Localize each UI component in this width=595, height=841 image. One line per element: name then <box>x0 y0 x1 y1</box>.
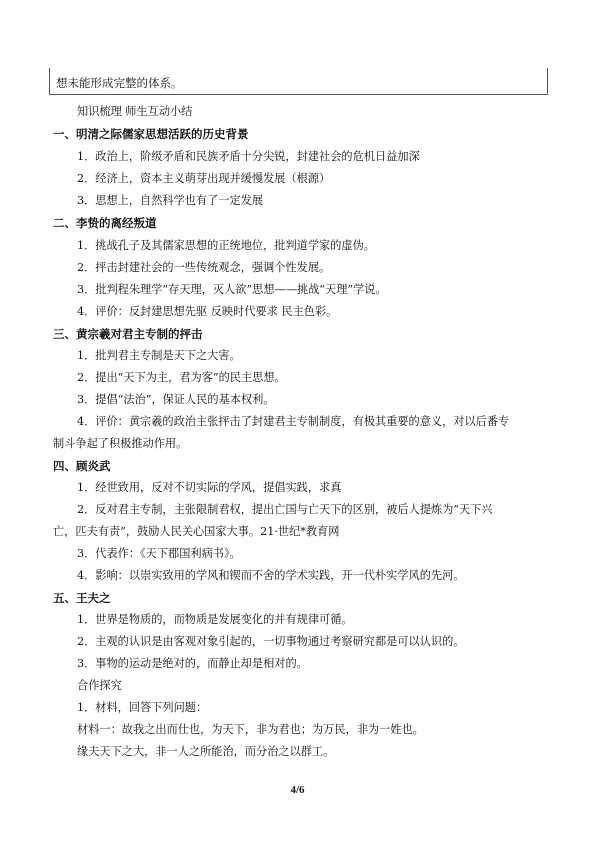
list-item: 2．主观的认识是由客观对象引起的，一切事物通过考察研究都是可以认识的。 <box>77 635 465 648</box>
list-item-continuation: 亡，匹夫有责”，鼓励人民关心国家大事。21·世纪*教育网 <box>53 525 340 538</box>
list-item: 2．经济上，资本主义萌芽出现并缓慢发展（根源） <box>77 172 331 185</box>
list-item: 1．经世致用，反对不切实际的学风，提倡实践，求真 <box>77 481 342 494</box>
list-item: 3．提倡“法治”，保证人民的基本权利。 <box>77 393 275 406</box>
material-line: 材料一：故我之出而仕也，为天下，非为君也；为万民，非为一姓也。 <box>77 723 424 736</box>
heading-s5: 五、王夫之 <box>53 591 111 605</box>
list-item: 1．挑战孔子及其儒家思想的正统地位，批判道学家的虚伪。 <box>77 239 375 252</box>
heading-s4: 四、顾炎武 <box>53 459 111 473</box>
box-text: 想未能形成完整的体系。 <box>56 76 183 90</box>
list-item: 2．抨击封建社会的一些传统观念，强调个性发展。 <box>77 261 331 274</box>
bordered-text-box <box>49 68 548 95</box>
list-item: 3．事物的运动是绝对的，而静止却是相对的。 <box>77 657 308 670</box>
list-item-continuation: 制斗争起了积极推动作用。 <box>53 437 188 450</box>
heading-s1: 一、明清之际儒家思想活跃的历史背景 <box>53 127 249 141</box>
list-item: 1．批判君主专制是天下之大害。 <box>77 349 241 362</box>
page-number: 4/6 <box>290 784 305 796</box>
heading-s3: 三、黄宗羲对君主专制的抨击 <box>53 327 203 341</box>
list-item: 1．世界是物质的，而物质是发展变化的并有规律可循。 <box>77 613 353 626</box>
question: 1．材料，回答下列问题： <box>77 701 208 714</box>
list-item: 2．反对君主专制，主张限制君权，提出亡国与亡天下的区别，被后人提炼为“天下兴 <box>77 503 493 516</box>
list-item: 4．影响：以崇实致用的学风和锲而不舍的学术实践，开一代朴实学风的先河。 <box>77 569 465 582</box>
list-item: 4．评价：反封建思想先驱 反映时代要求 民主色彩。 <box>77 305 338 318</box>
list-item: 4．评价：黄宗羲的政治主张抨击了封建君主专制制度，有极其重要的意义，对以后番专 <box>77 415 510 428</box>
section-title: 知识梳理 师生互动小结 <box>77 105 193 118</box>
list-item: 1．政治上，阶级矛盾和民族矛盾十分尖锐，封建社会的危机日益加深 <box>77 150 420 163</box>
list-item: 3．批判程朱理学“存天理，灭人欲”思想——挑战“天理”学说。 <box>77 283 387 296</box>
material-line: 缘夫天下之大，非一人之所能治，而分治之以群工。 <box>77 745 335 758</box>
list-item: 3．代表作：《天下郡国利病书》。 <box>77 547 241 560</box>
coop-title: 合作探究 <box>77 679 122 692</box>
list-item: 3．思想上，自然科学也有了一定发展 <box>77 194 264 207</box>
list-item: 2．提出“天下为主，君为客”的民主思想。 <box>77 371 286 384</box>
heading-s2: 二、李贽的离经叛道 <box>53 216 157 230</box>
